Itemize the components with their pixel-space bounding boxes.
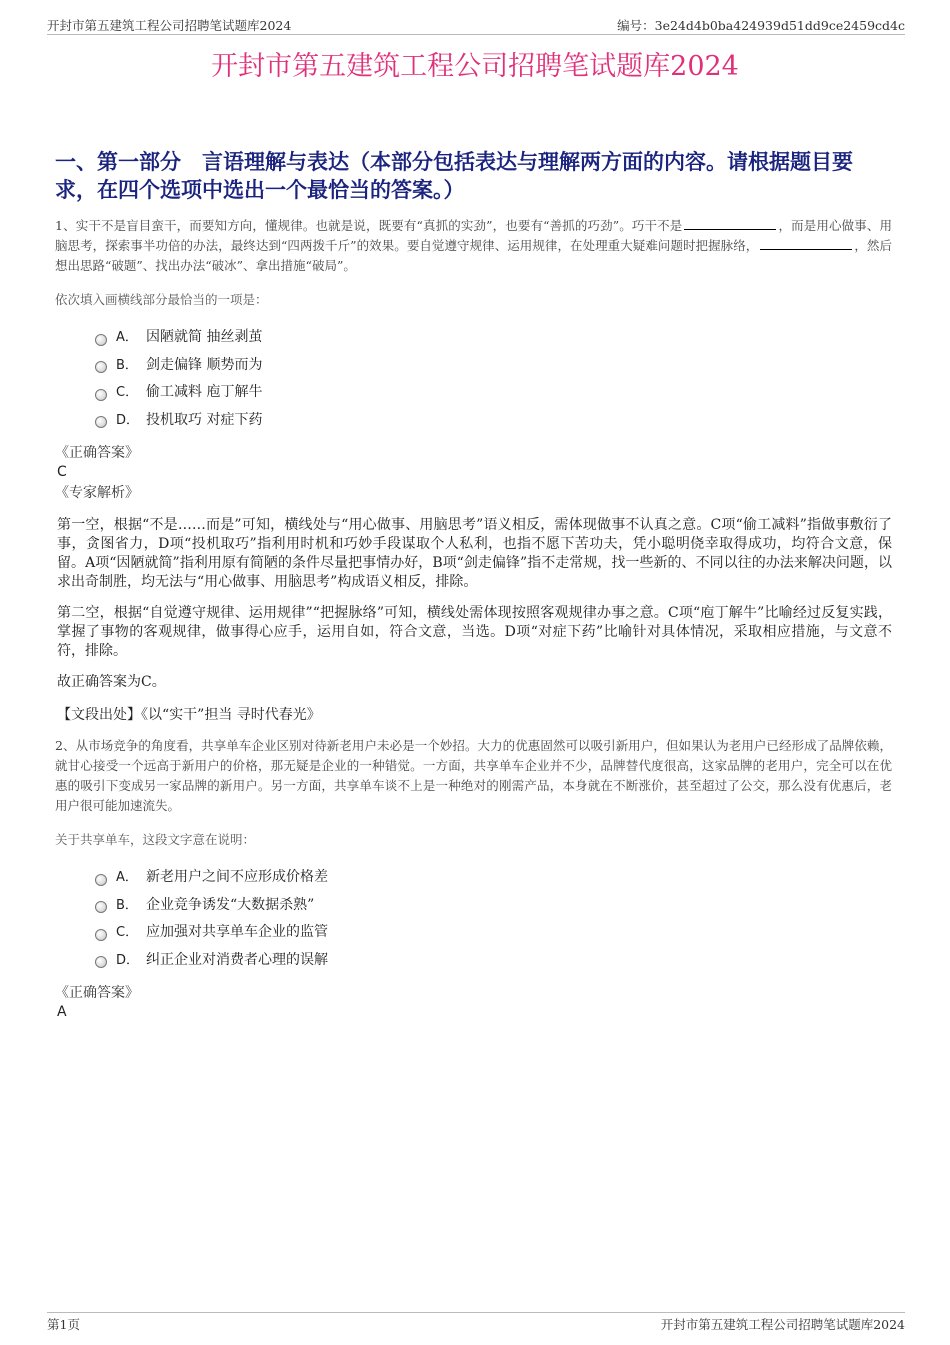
question-1-stem-part-1: 1、实干不是盲目蛮干，而要知方向，懂规律。也就是说，既要有“真抓的实劲”，也要有“善抓的巧劲”。巧干不是 [55,218,683,233]
option-text: 因陋就简 抽丝剥茧 [146,329,263,345]
question-2-stem: 2、从市场竞争的角度看，共享单车企业区别对待新老用户未必是一个妙招。大力的优惠固然可以吸引新用户，但如果认为老用户已经形成了品牌依赖，就甘心接受一个远高于新用户的价格，那无疑是企业的一种错觉。一方面，共享单车企业并不少，品牌替代度很高，这家品牌的老用户，完全可以在优惠的吸引下变成另一家品牌的新用户。另一方面，共享单车谈不上是一种绝对的刚需产品，本身就在不断涨价，甚至超过了公交，那么没有优惠后，老用户很可能加速流失。 [55,738,892,813]
question-1-options [95,324,892,434]
radio-icon[interactable] [95,389,107,401]
question-1-stem [55,216,892,276]
answer-label: 《正确答案》 [55,445,139,461]
section-title: 一、第一部分 言语理解与表达（本部分包括表达与理解两方面的内容。请根据题目要求，在四个选项中选出一个最恰当的答案。） [55,149,853,202]
radio-icon[interactable] [95,901,107,913]
option-b[interactable] [95,352,892,380]
fill-blank-1 [684,217,776,230]
option-text: 应加强对共享单车企业的监管 [146,924,328,940]
option-text: 新老用户之间不应形成价格差 [146,869,328,885]
document-title: 开封市第五建筑工程公司招聘笔试题库2024 [211,51,739,82]
question-2-options [95,864,892,974]
option-key: C． [116,925,139,940]
page-header [47,14,905,35]
radio-icon[interactable] [95,956,107,968]
option-a[interactable] [95,864,892,892]
expert-analysis [55,516,892,692]
option-d[interactable] [95,407,892,435]
header-doc-id: 编号：3e24d4b0ba424939d51dd9ce2459cd4c [617,18,905,33]
option-key: D． [116,952,140,968]
question-1-prompt: 依次填入画横线部分最恰当的一项是： [55,292,268,307]
option-a[interactable] [95,324,892,352]
option-key: D． [116,412,140,428]
option-key: B． [116,357,138,373]
option-text: 投机取巧 对症下药 [146,411,263,428]
question-1-stem-part-2: ，而是用心做事、用脑思考，探索事半功倍的办法，最终达到“四两拨千斤”的效果。要自觉遵守规律、运用规律，在处理重大疑难问题时把握脉络， [55,218,892,253]
page-footer [47,1312,905,1333]
option-d[interactable] [95,947,892,975]
question-2 [55,736,892,1022]
text-source: 【文段出处】《以“实干”担当 寻时代春光》 [57,707,321,723]
question-2-prompt: 关于共享单车，这段文字意在说明： [55,832,256,847]
question-1-stem-part-3: ，然后想出思路“破题”、找出办法“破冰”、拿出措施“破局”。 [55,238,892,273]
analysis-conclusion: 故正确答案为C。 [57,674,166,690]
correct-answer: A [57,1004,67,1020]
radio-icon[interactable] [95,361,107,373]
question-content [55,216,892,1024]
option-key: B． [116,897,138,913]
analysis-paragraph: 第二空，根据“自觉遵守规律、运用规律”“把握脉络”可知，横线处需体现按照客观规律办事之意。C项“庖丁解牛”比喻经过反复实践，掌握了事物的客观规律，做事得心应手，运用自如，符合文意，当选。D项“对症下药”比喻针对具体情况，采取相应措施，与文意不符，排除。 [57,605,892,659]
correct-answer: C [57,464,67,480]
option-text: 企业竞争诱发“大数据杀熟” [146,896,315,913]
analysis-label: 《专家解析》 [55,485,139,501]
option-b[interactable] [95,892,892,920]
option-text: 偷工减料 庖丁解牛 [146,384,263,400]
option-key: C． [116,385,139,400]
question-1 [55,216,892,724]
radio-icon[interactable] [95,874,107,886]
answer-label: 《正确答案》 [55,985,139,1001]
option-key: A． [116,330,138,345]
option-c[interactable] [95,919,892,947]
option-text: 剑走偏锋 顺势而为 [146,356,263,373]
option-text: 纠正企业对消费者心理的误解 [146,951,328,968]
footer-doc-name: 开封市第五建筑工程公司招聘笔试题库2024 [660,1317,905,1332]
header-doc-name: 开封市第五建筑工程公司招聘笔试题库2024 [47,18,292,33]
analysis-paragraph: 第一空，根据“不是……而是”可知，横线处与“用心做事、用脑思考”语义相反，需体现做事不认真之意。C项“偷工减料”指做事敷衍了事，贪图省力，D项“投机取巧”指利用时机和巧妙手段谋取个人私利，也指不愿下苦功夫，凭小聪明侥幸取得成功，均符合文意，保留。A项“因陋就简”指利用原有简陋的条件尽量把事情办好，B项“剑走偏锋”指不走常规，找一些新的、不同以往的办法来解决问题，以求出奇制胜，均无法与“用心做事、用脑思考”构成语义相反，排除。 [57,517,892,590]
radio-icon[interactable] [95,929,107,941]
fill-blank-2 [760,237,852,250]
radio-icon[interactable] [95,416,107,428]
page-number: 第1页 [47,1317,80,1332]
radio-icon[interactable] [95,334,107,346]
option-key: A． [116,870,138,885]
option-c[interactable] [95,379,892,407]
